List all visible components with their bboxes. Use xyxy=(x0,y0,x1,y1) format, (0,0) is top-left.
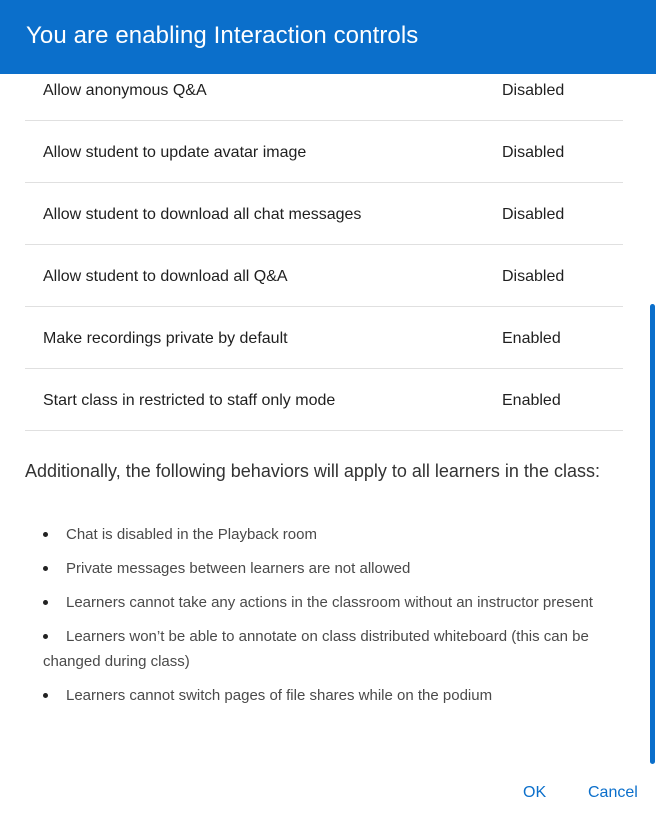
setting-row-private-recordings xyxy=(25,307,623,369)
list-item: Learners cannot switch pages of file shares while on the podium xyxy=(43,683,608,708)
list-item: Private messages between learners are not allowed xyxy=(43,556,608,581)
setting-label: Allow student to update avatar image xyxy=(43,144,307,161)
setting-row-anonymous-qa xyxy=(25,74,623,121)
behaviors-list xyxy=(43,522,608,717)
ok-button[interactable]: OK xyxy=(523,784,547,801)
setting-row-download-chat xyxy=(25,183,623,245)
list-item: Learners won’t be able to annotate on class distributed whiteboard (this can be changed during class) xyxy=(43,624,608,674)
setting-label: Start class in restricted to staff only mode xyxy=(43,392,336,409)
setting-label: Allow student to download all chat messages xyxy=(43,206,362,223)
setting-row-restricted-mode xyxy=(25,369,623,431)
setting-value: Disabled xyxy=(502,82,565,99)
setting-value: Disabled xyxy=(502,268,565,285)
setting-row-update-avatar xyxy=(25,121,623,183)
setting-value: Disabled xyxy=(502,206,565,223)
setting-label: Allow anonymous Q&A xyxy=(43,82,207,99)
dialog-title: You are enabling Interaction controls xyxy=(26,22,419,49)
list-item: Chat is disabled in the Playback room xyxy=(43,522,608,547)
list-item: Learners cannot take any actions in the classroom without an instructor present xyxy=(43,590,608,615)
additional-behaviors-heading: Additionally, the following behaviors will apply to all learners in the class: xyxy=(25,461,600,481)
setting-value: Enabled xyxy=(502,392,561,409)
setting-row-download-qa xyxy=(25,245,623,307)
scrollbar-thumb[interactable] xyxy=(650,304,655,764)
dialog-header xyxy=(0,0,656,74)
cancel-button[interactable]: Cancel xyxy=(588,784,638,801)
setting-label: Make recordings private by default xyxy=(43,330,288,347)
setting-value: Enabled xyxy=(502,330,561,347)
settings-list xyxy=(25,74,623,431)
setting-value: Disabled xyxy=(502,144,565,161)
setting-label: Allow student to download all Q&A xyxy=(43,268,288,285)
